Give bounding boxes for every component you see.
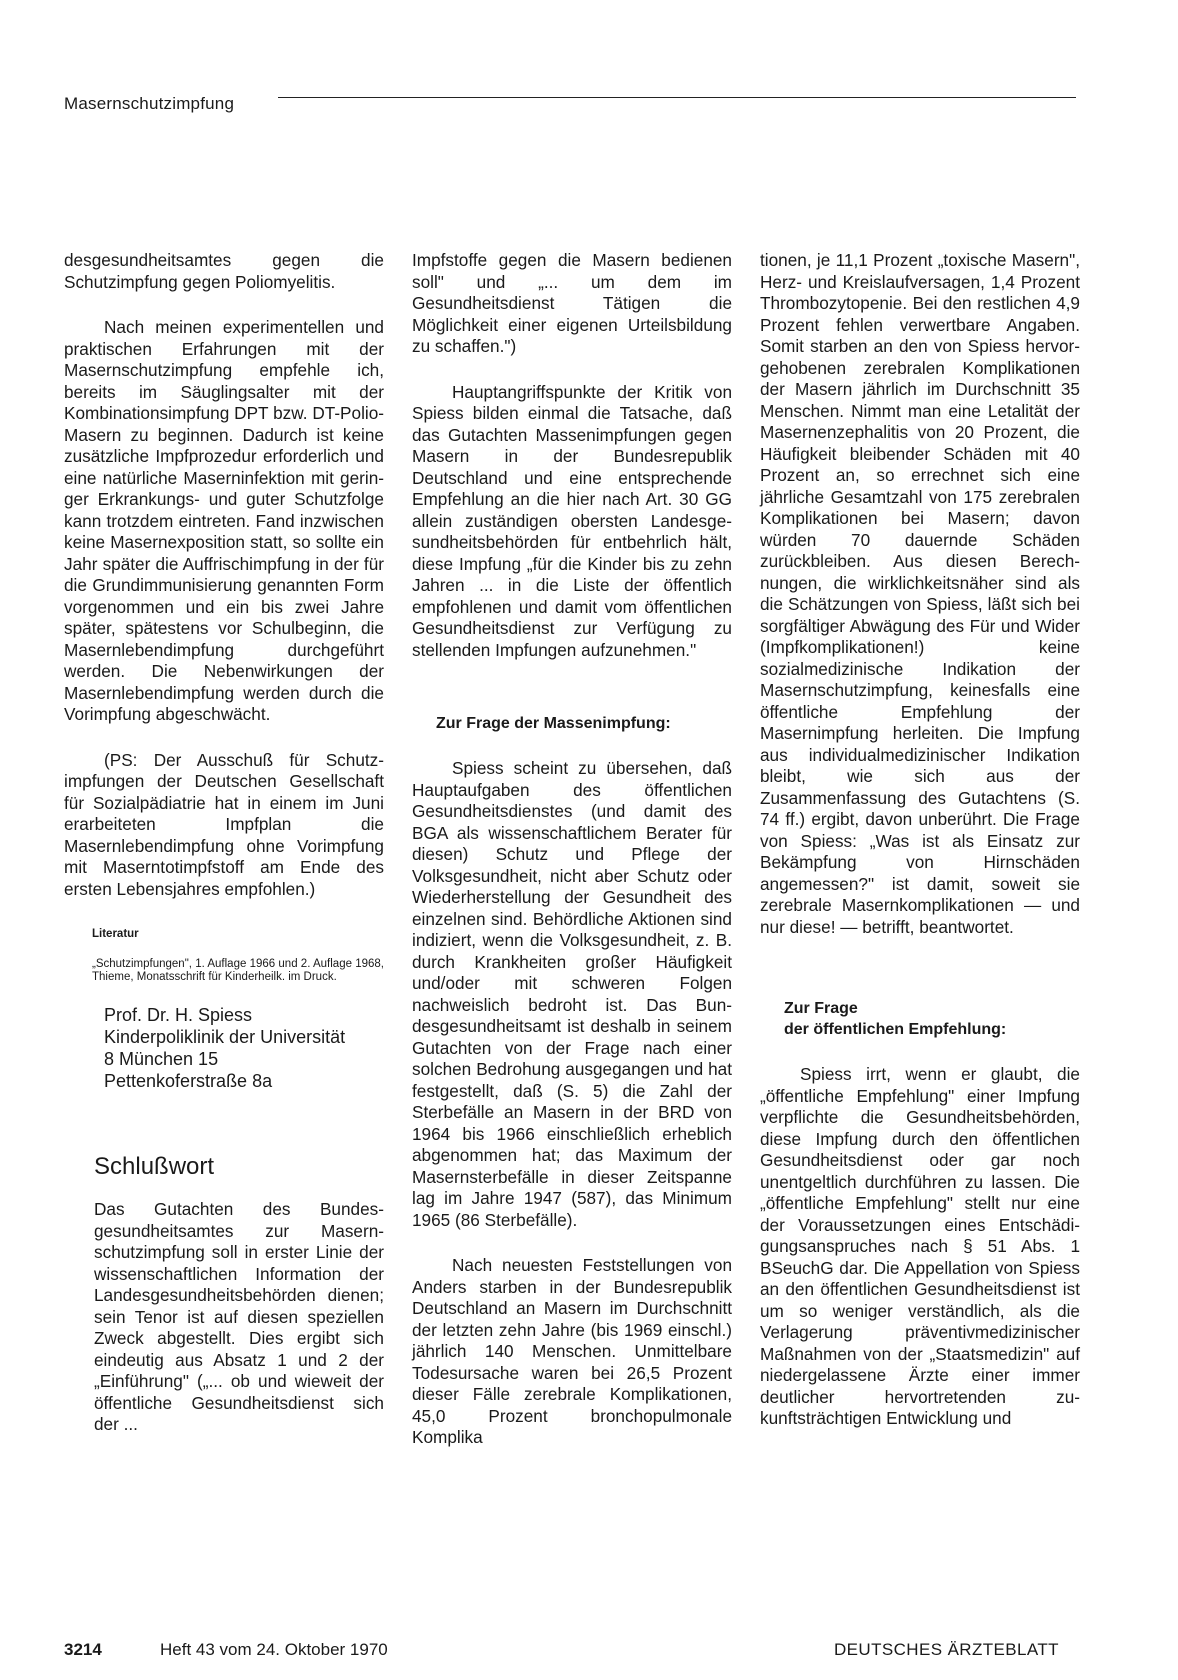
author-address bbox=[104, 1004, 384, 1092]
paragraph: Nach meinen experimentellen und praktischen Erfahrungen mit der Masernschutzimpfung empfehle ich, bereits im Säuglingsalter mit der Kombinationsimpfung DPT bzw. DT-Polio-Masern zu beginnen. Dadurch ist keine zusätzliche Impfprozedur erforderlich und eine natürliche Maserninfektion mit geringer Erkrankungs- und guter Schutzfolge kann trotzdem eintreten. Fand inzwischen keine Masernexposition statt, so sollte ein Jahr später die Auffrischimpfung in der für die Grundimmunisierung genannten Form vorgenommen und ein bis zwei Jahre später, spätestens vor Schulbeginn, die Masernlebendimpfung durchgeführt werden. Die Nebenwirkungen der Masernlebendimpfung werden durch die Vorimpfung abgeschwächt. bbox=[64, 317, 384, 724]
paragraph: Nach neuesten Feststellungen von Anders starben in der Bundesrepublik Deutschland an Masern im Durchschnitt der letzten zehn Jahre (bis 1969 einschl.) jährlich 140 Menschen. Unmittelbare Todesursache waren bei 26,5 Prozent dieser Fälle zerebrale Komplikationen, 45,0 Prozent bronchopulmonale Komplika bbox=[412, 1255, 732, 1447]
literature-heading: Literatur bbox=[92, 928, 139, 940]
section-title: Schlußwort bbox=[94, 1152, 215, 1180]
address-line: 8 München 15 bbox=[104, 1048, 219, 1069]
page-number: 3214 bbox=[64, 1640, 102, 1659]
header-rule bbox=[278, 97, 1076, 98]
paragraph: desgesundheitsamtes gegen die Schutzimpfung gegen Poliomyelitis. bbox=[64, 250, 384, 292]
address-line: Kinderpoliklinik der Universität bbox=[104, 1026, 346, 1047]
subheading-line: Zur Frage bbox=[784, 1000, 858, 1017]
column-2 bbox=[412, 250, 732, 1449]
address-line: Prof. Dr. H. Spiess bbox=[104, 1004, 253, 1025]
paragraph: Spiess irrt, wenn er glaubt, die „öffentliche Empfehlung" einer Impfung verpflichte die Gesundheitsbehörden, diese Impfung durch den öffentlichen Gesundheitsdienst oder gar noch unentgeltlich durchführen zu lassen. Die „öffentliche Empfehlung" stellt nur eine der Voraussetzungen eines Entschädigungsanspruches nach § 51 Abs. 1 BSeuchG dar. Die Appellation von Spiess an den öffentlichen Gesundheitsdienst ist um so weniger verständlich, als die Verlagerung präventivmedizinischer Maßnahmen von der „Staatsmedizin" auf niedergelassene Ärzte einer immer deutlicher hervortretenden zukunftsträchtigen Entwicklung und bbox=[760, 1064, 1080, 1428]
address-line: Pettenkoferstraße 8a bbox=[104, 1070, 273, 1091]
literature-text: „Schutzimpfungen", 1. Auflage 1966 und 2. Auflage 1968, Thieme, Monatsschrift für Kinderheilk. im Druck. bbox=[92, 957, 384, 983]
subheading-line: der öffentlichen Empfehlung: bbox=[784, 1021, 1007, 1038]
journal-name: DEUTSCHES ÄRZTEBLATT bbox=[834, 1640, 1059, 1659]
column-3 bbox=[760, 250, 1080, 1430]
paragraph: tionen, je 11,1 Prozent „toxische Masern", Herz- und Kreislaufversagen, 1,4 Prozent Thrombozytopenie. Bei den restlichen 4,9 Prozent fehlen verwertbare Angaben. Somit starben an den von Spiess hervorgehobenen zerebralen Komplikationen der Masern jährlich im Durchschnitt 35 Menschen. Nimmt man eine Letalität der Masernenzephalitis von 20 Prozent, die Häufigkeit bleibender Schäden mit 40 Prozent an, so errechnet sich eine jährliche Gesamtzahl von 175 zerebralen Komplikationen bei Masern; davon würden 70 dauernde Schäden zurückbleiben. Aus diesen Berechnungen, die wirklichkeitsnäher sind als die Schätzungen von Spiess, läßt sich bei sorgfältiger Abwägung des Für und Wider (Impfkomplikationen!) keine sozialmedizinische Indikation der Masernschutzimpfung, keinesfalls eine öffentliche Empfehlung der Masernimpfung herleiten. Die Impfung aus individualmedizinischer Indikation bleibt, wie sich aus der Zusammenfassung des Gutachtens (S. 74 ff.) ergibt, davon unberührt. Die Frage von Spiess: „Was ist als Einsatz zur Bekämpfung von Hirnschäden angemessen?" ist damit, soweit sie zerebrale Masernkomplikationen — und nur diese! — betrifft, beantwortet. bbox=[760, 250, 1080, 937]
running-title: Masernschutzimpfung bbox=[64, 94, 235, 113]
paragraph: Impfstoffe gegen die Masern bedienen soll" und „... um dem im Gesundheitsdienst Tätigen die Möglichkeit einer eigenen Urteilsbildung zu schaffen.") bbox=[412, 250, 732, 356]
subheading bbox=[784, 998, 1080, 1040]
paragraph: Spiess scheint zu übersehen, daß Hauptaufgaben des öffentlichen Gesundheitsdienstes (und damit des BGA als wissenschaftlichem Berater für diesen) Schutz und Pflege der Volksgesundheit, nicht aber Schutz oder Wiederherstellung der Gesundheit des einzelnen sind. Behördliche Aktionen sind indiziert, wenn die Volksgesundheit, z. B. durch Krankheiten großer Häufigkeit und/oder mit schweren Folgen nachweislich bedroht ist. Das Bundesgesundheitsamt ist deshalb in seinem Gutachten von der Frage nach einer solchen Bedrohung ausgegangen und hat festgestellt, daß (S. 5) die Zahl der Sterbefälle an Masern in der BRD von 1964 bis 1966 einschließlich erheblich abgenommen hat; das Maximum der Masernsterbefälle in dieser Zeitspanne lag im Jahre 1947 (587), das Minimum 1965 (86 Sterbefälle). bbox=[412, 758, 732, 1230]
paragraph: Hauptangriffspunkte der Kritik von Spiess bilden einmal die Tatsache, daß das Gutachten Massenimpfungen gegen Masern in der Bundesrepublik Deutschland und eine entsprechende Empfehlung an die hier nach Art. 30 GG allein zuständigen obersten Landesgesundheitsbehörden für entbehrlich hält, diese Impfung „für die Kinder bis zu zehn Jahren ... in die Liste der öffentlich empfohlenen und damit vom öffentlichen Gesundheitsdienst zur Verfügung zu stellenden Impfungen aufzunehmen." bbox=[412, 381, 732, 660]
paragraph: Das Gutachten des Bundesgesundheitsamtes zur Masernschutzimpfung soll in erster Linie der wissenschaftlichen Information der Landesgesundheitsbehörden dienen; sein Tenor ist auf diesen speziellen Zweck abgestellt. Dies ergibt sich eindeutig aus Absatz 1 und 2 der „Einführung" („... ob und wieweit der öffentliche Gesundheitsdienst sich der ... bbox=[94, 1199, 384, 1434]
column-1 bbox=[64, 250, 384, 1436]
paragraph: (PS: Der Ausschuß für Schutzimpfungen der Deutschen Gesellschaft für Sozialpädiatrie hat in einem im Juni erarbeiteten Impfplan die Masernlebendimpfung ohne Vorimpfung mit Maserntotimpfstoff am Ende des ersten Lebensjahres empfohlen.) bbox=[64, 749, 384, 899]
subheading: Zur Frage der Massenimpfung: bbox=[436, 715, 671, 732]
issue-info: Heft 43 vom 24. Oktober 1970 bbox=[160, 1640, 388, 1659]
